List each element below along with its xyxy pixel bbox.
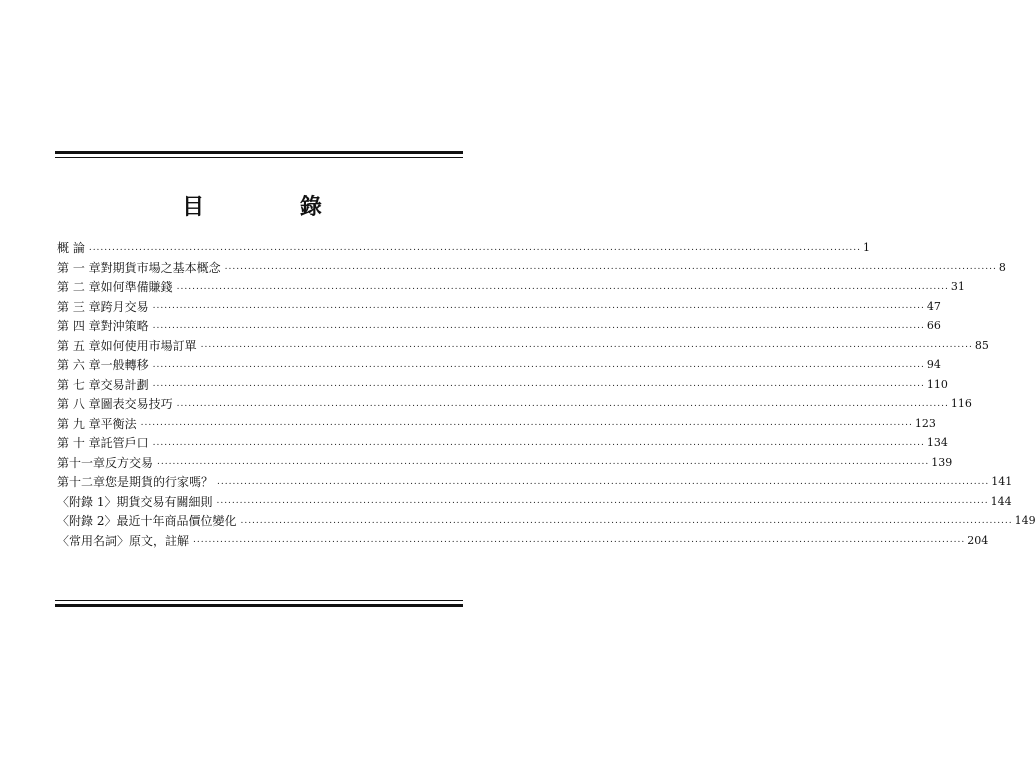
toc-page: 134: [926, 436, 948, 450]
toc-row: [57, 258, 1006, 278]
toc-chapter: 第十二章: [57, 475, 106, 490]
toc-title: 平衡法: [100, 416, 137, 431]
toc-chapter: 第 八 章: [57, 397, 101, 412]
toc-title: 對期貨市場之基本概念: [100, 260, 221, 275]
toc-chapter: 第 九 章: [57, 416, 101, 431]
toc-page: 116: [950, 397, 972, 411]
toc-leader: ........................................................................................................................................................................................................: [140, 418, 913, 429]
toc-row: [57, 414, 936, 434]
toc-row: [57, 316, 941, 336]
toc-title: 對沖策略: [100, 319, 149, 334]
toc-leader: ........................................................................................................................................................................................................: [152, 379, 925, 390]
toc-title: 您是期貨的行家嗎？: [105, 475, 214, 490]
toc-leader: ........................................................................................................................................................................................................: [152, 359, 925, 370]
toc-page: 1: [863, 241, 870, 255]
page-title: 目 錄: [182, 194, 366, 220]
toc-chapter: 〈附錄 1〉: [57, 494, 117, 509]
toc-row: [57, 375, 948, 395]
bottom-rule-thick: [55, 604, 463, 607]
toc-leader: ........................................................................................................................................................................................................: [157, 457, 930, 468]
toc-leader: ........................................................................................................................................................................................................: [152, 320, 925, 331]
toc-chapter: 〈常用名詞〉: [57, 533, 130, 548]
toc-chapter: 第 七 章: [57, 377, 101, 392]
toc-chapter: 〈附錄 2〉: [57, 514, 117, 529]
toc-leader: ........................................................................................................................................................................................................: [152, 301, 925, 312]
toc-chapter: 第 四 章: [57, 319, 101, 334]
toc-page: 85: [974, 338, 989, 352]
toc-leader: ........................................................................................................................................................................................................: [200, 340, 973, 351]
toc-chapter: 第 一 章: [57, 260, 101, 275]
toc-row: [57, 492, 1012, 512]
toc-row: [57, 297, 941, 317]
toc-page: 139: [931, 455, 953, 469]
toc-page: 204: [967, 533, 989, 547]
toc-title: 一般轉移: [100, 358, 149, 373]
toc-page: 66: [926, 319, 941, 333]
toc-page: 8: [998, 260, 1006, 274]
toc-chapter: 第 五 章: [57, 338, 101, 353]
toc-title: 圖表交易技巧: [100, 397, 173, 412]
toc-title: 如何使用市場訂單: [100, 338, 197, 353]
toc-title: 交易計劃: [100, 377, 149, 392]
toc-chapter: 第 三 章: [57, 299, 101, 314]
toc-leader: ........................................................................................................................................................................................................: [216, 496, 989, 507]
top-rule-thick: [55, 151, 463, 154]
toc-title: 最近十年商品價位變化: [116, 514, 237, 529]
toc-page: 110: [926, 377, 948, 391]
toc-row: [57, 453, 953, 473]
toc-row: [57, 394, 972, 414]
toc-title: 如何準備賺錢: [100, 280, 173, 295]
toc-page: 94: [926, 358, 941, 372]
toc-leader: ........................................................................................................................................................................................................: [176, 398, 949, 409]
toc-title: 託管戶口: [100, 436, 149, 451]
toc-leader: ........................................................................................................................................................................................................: [217, 476, 990, 487]
toc-title: 原文，註解: [129, 533, 190, 548]
toc-leader: ........................................................................................................................................................................................................: [224, 262, 997, 273]
toc-row: [57, 511, 1036, 531]
toc-leader: ........................................................................................................................................................................................................: [152, 437, 925, 448]
toc-row: [57, 336, 989, 356]
toc-chapter: 第 二 章: [57, 280, 101, 295]
bottom-rule-thin: [55, 600, 463, 601]
toc-leader: ........................................................................................................................................................................................................: [88, 242, 861, 253]
toc-chapter: 第 六 章: [57, 358, 101, 373]
toc-row: [57, 531, 989, 551]
toc-row: [57, 355, 941, 375]
toc-chapter: 第十一章: [57, 455, 106, 470]
toc-row: [57, 238, 870, 258]
toc-page: 141: [991, 475, 1013, 489]
toc-chapter: 第 十 章: [57, 436, 101, 451]
toc-leader: ........................................................................................................................................................................................................: [176, 281, 949, 292]
toc-title: 跨月交易: [100, 299, 149, 314]
toc-row: [57, 277, 965, 297]
toc-page: 149: [1014, 514, 1036, 528]
toc-page: 144: [990, 494, 1012, 508]
toc-leader: ........................................................................................................................................................................................................: [193, 535, 966, 546]
toc-row: [57, 433, 948, 453]
toc-chapter: 概 論: [57, 241, 85, 256]
toc-title: 期貨交易有關細則: [116, 494, 213, 509]
table-of-contents: [57, 238, 1036, 550]
toc-page: 31: [950, 280, 965, 294]
toc-leader: ........................................................................................................................................................................................................: [240, 515, 1013, 526]
toc-row: [57, 472, 1013, 492]
top-rule-thin: [55, 157, 463, 158]
toc-page: 47: [926, 299, 941, 313]
toc-title: 反方交易: [105, 455, 154, 470]
toc-page: 123: [914, 416, 936, 430]
